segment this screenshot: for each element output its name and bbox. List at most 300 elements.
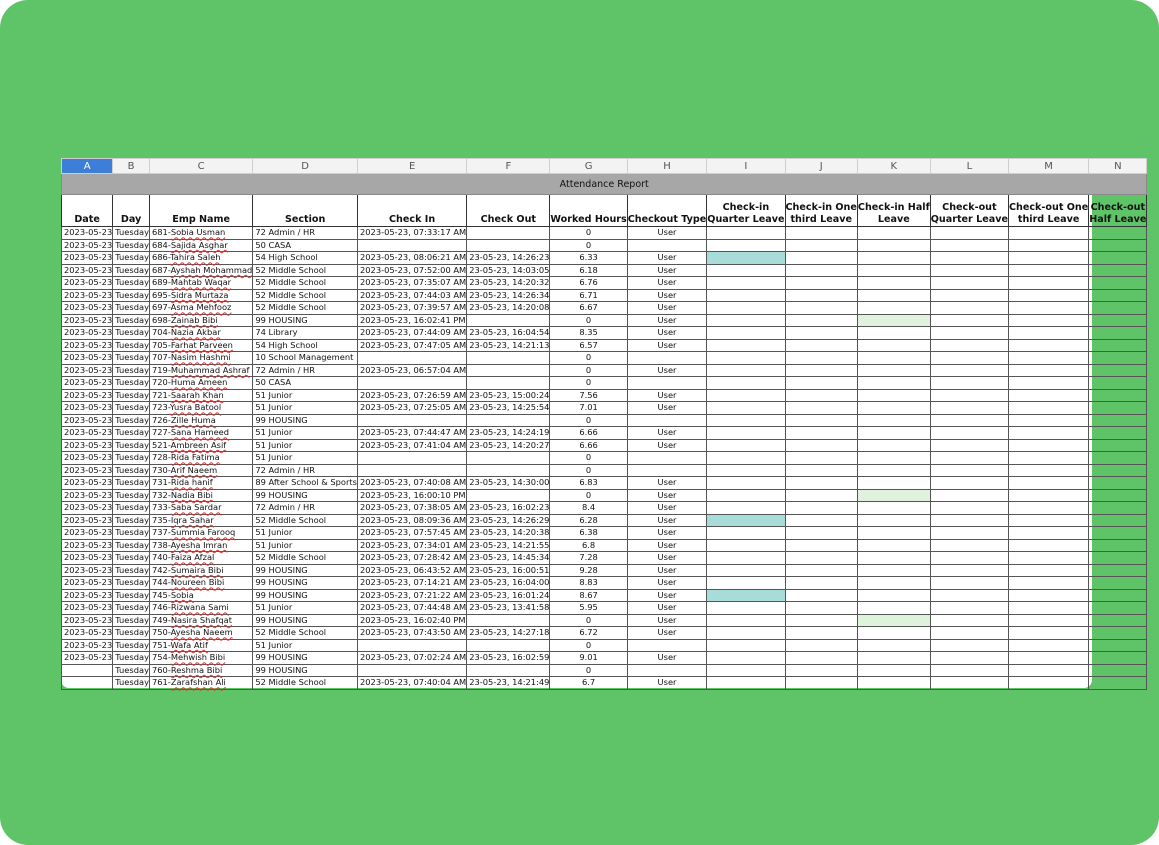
leave-cell[interactable] xyxy=(1008,389,1088,402)
check-out-cell[interactable]: 23-05-23, 14:30:00 xyxy=(467,477,550,490)
leave-cell[interactable] xyxy=(785,277,857,290)
worked-hours-cell[interactable]: 0 xyxy=(550,639,627,652)
leave-cell[interactable] xyxy=(1008,252,1088,265)
leave-cell[interactable] xyxy=(785,414,857,427)
date-cell[interactable]: 2023-05-23 xyxy=(62,577,113,590)
check-in-cell[interactable]: 2023-05-23, 07:44:03 AM xyxy=(357,289,466,302)
leave-cell[interactable] xyxy=(930,664,1008,677)
check-out-cell[interactable]: 23-05-23, 14:45:34 xyxy=(467,552,550,565)
worked-hours-cell[interactable]: 8.4 xyxy=(550,502,627,515)
emp-name-cell[interactable]: 697-Asma Mehfooz xyxy=(149,302,252,315)
worked-hours-cell[interactable]: 6.7 xyxy=(550,677,627,690)
leave-cell[interactable] xyxy=(785,352,857,365)
leave-cell[interactable] xyxy=(1089,502,1147,515)
leave-cell[interactable] xyxy=(707,439,785,452)
leave-cell[interactable] xyxy=(785,402,857,415)
leave-cell[interactable] xyxy=(707,477,785,490)
section-cell[interactable]: 52 Middle School xyxy=(253,289,358,302)
leave-cell[interactable] xyxy=(707,289,785,302)
leave-cell[interactable] xyxy=(930,502,1008,515)
day-cell[interactable]: Tuesday xyxy=(113,264,150,277)
check-out-cell[interactable]: 23-05-23, 14:21:49 xyxy=(467,677,550,690)
section-cell[interactable]: 52 Middle School xyxy=(253,677,358,690)
date-cell[interactable]: 2023-05-23 xyxy=(62,227,113,240)
day-cell[interactable]: Tuesday xyxy=(113,252,150,265)
section-cell[interactable]: 52 Middle School xyxy=(253,277,358,290)
checkout-type-cell[interactable]: User xyxy=(627,389,707,402)
leave-cell[interactable] xyxy=(1008,602,1088,615)
checkout-type-cell[interactable]: User xyxy=(627,302,707,315)
day-cell[interactable]: Tuesday xyxy=(113,639,150,652)
leave-cell[interactable] xyxy=(857,602,930,615)
day-cell[interactable]: Tuesday xyxy=(113,314,150,327)
leave-cell[interactable] xyxy=(785,252,857,265)
check-out-cell[interactable] xyxy=(467,377,550,390)
leave-cell[interactable] xyxy=(1008,314,1088,327)
date-cell[interactable]: 2023-05-23 xyxy=(62,289,113,302)
leave-cell[interactable] xyxy=(1089,539,1147,552)
leave-cell[interactable] xyxy=(707,577,785,590)
leave-cell[interactable] xyxy=(857,302,930,315)
checkout-type-cell[interactable] xyxy=(627,414,707,427)
section-cell[interactable]: 99 HOUSING xyxy=(253,564,358,577)
leave-cell[interactable] xyxy=(857,564,930,577)
leave-cell[interactable] xyxy=(1008,502,1088,515)
column-header-c[interactable]: C xyxy=(149,159,252,174)
leave-cell[interactable] xyxy=(785,677,857,690)
date-cell[interactable]: 2023-05-23 xyxy=(62,427,113,440)
leave-cell[interactable] xyxy=(1089,302,1147,315)
worked-hours-cell[interactable]: 9.28 xyxy=(550,564,627,577)
day-cell[interactable]: Tuesday xyxy=(113,464,150,477)
leave-cell[interactable] xyxy=(785,227,857,240)
check-in-cell[interactable] xyxy=(357,452,466,465)
day-cell[interactable]: Tuesday xyxy=(113,652,150,665)
emp-name-cell[interactable]: 686-Tahira Saleh xyxy=(149,252,252,265)
check-out-cell[interactable]: 23-05-23, 14:25:54 xyxy=(467,402,550,415)
section-cell[interactable]: 89 After School & Sports xyxy=(253,477,358,490)
leave-cell[interactable] xyxy=(707,314,785,327)
check-in-cell[interactable] xyxy=(357,377,466,390)
leave-cell[interactable] xyxy=(930,252,1008,265)
leave-cell[interactable] xyxy=(1008,552,1088,565)
checkout-type-cell[interactable]: User xyxy=(627,227,707,240)
leave-cell[interactable] xyxy=(1008,664,1088,677)
leave-cell[interactable] xyxy=(785,264,857,277)
leave-cell[interactable] xyxy=(1008,427,1088,440)
worked-hours-cell[interactable]: 0 xyxy=(550,489,627,502)
leave-cell[interactable] xyxy=(1008,577,1088,590)
header-cell[interactable]: Section xyxy=(253,195,358,227)
check-in-cell[interactable] xyxy=(357,639,466,652)
leave-cell[interactable] xyxy=(857,652,930,665)
leave-cell[interactable] xyxy=(857,264,930,277)
leave-cell[interactable] xyxy=(707,664,785,677)
leave-cell[interactable] xyxy=(1008,539,1088,552)
check-out-cell[interactable]: 23-05-23, 15:00:24 xyxy=(467,389,550,402)
leave-cell[interactable] xyxy=(1008,614,1088,627)
leave-cell[interactable] xyxy=(1089,402,1147,415)
checkout-type-cell[interactable]: User xyxy=(627,602,707,615)
check-out-cell[interactable] xyxy=(467,364,550,377)
leave-cell[interactable] xyxy=(707,414,785,427)
leave-cell[interactable] xyxy=(707,464,785,477)
leave-cell[interactable] xyxy=(1008,402,1088,415)
emp-name-cell[interactable]: 720-Huma Ameen xyxy=(149,377,252,390)
check-in-cell[interactable]: 2023-05-23, 07:34:01 AM xyxy=(357,539,466,552)
check-in-cell[interactable]: 2023-05-23, 16:00:10 PM xyxy=(357,489,466,502)
day-cell[interactable]: Tuesday xyxy=(113,539,150,552)
date-cell[interactable]: 2023-05-23 xyxy=(62,339,113,352)
leave-cell[interactable] xyxy=(785,327,857,340)
section-cell[interactable]: 99 HOUSING xyxy=(253,614,358,627)
leave-cell[interactable] xyxy=(1089,239,1147,252)
leave-cell[interactable] xyxy=(1008,289,1088,302)
leave-cell[interactable] xyxy=(1089,514,1147,527)
check-in-cell[interactable]: 2023-05-23, 07:47:05 AM xyxy=(357,339,466,352)
section-cell[interactable]: 10 School Management xyxy=(253,352,358,365)
date-cell[interactable]: 2023-05-23 xyxy=(62,627,113,640)
section-cell[interactable]: 51 Junior xyxy=(253,439,358,452)
date-cell[interactable] xyxy=(62,677,113,690)
header-cell[interactable]: Check Out xyxy=(467,195,550,227)
leave-cell[interactable] xyxy=(930,364,1008,377)
leave-cell[interactable] xyxy=(857,452,930,465)
date-cell[interactable]: 2023-05-23 xyxy=(62,652,113,665)
worked-hours-cell[interactable]: 8.67 xyxy=(550,589,627,602)
worked-hours-cell[interactable]: 6.76 xyxy=(550,277,627,290)
check-in-cell[interactable] xyxy=(357,414,466,427)
checkout-type-cell[interactable] xyxy=(627,464,707,477)
leave-cell[interactable] xyxy=(1008,277,1088,290)
day-cell[interactable]: Tuesday xyxy=(113,339,150,352)
emp-name-cell[interactable]: 698-Zainab Bibi xyxy=(149,314,252,327)
leave-cell[interactable] xyxy=(1008,339,1088,352)
leave-cell[interactable] xyxy=(1008,239,1088,252)
check-in-cell[interactable]: 2023-05-23, 07:40:08 AM xyxy=(357,477,466,490)
emp-name-cell[interactable]: 750-Ayesha Naeem xyxy=(149,627,252,640)
date-cell[interactable] xyxy=(62,664,113,677)
leave-cell[interactable] xyxy=(1008,627,1088,640)
day-cell[interactable]: Tuesday xyxy=(113,277,150,290)
leave-cell[interactable] xyxy=(785,614,857,627)
leave-cell[interactable] xyxy=(707,427,785,440)
check-out-cell[interactable]: 23-05-23, 14:27:18 xyxy=(467,627,550,640)
section-cell[interactable]: 52 Middle School xyxy=(253,552,358,565)
leave-cell[interactable] xyxy=(1089,677,1147,690)
leave-cell[interactable] xyxy=(1008,377,1088,390)
column-header-e[interactable]: E xyxy=(357,159,466,174)
checkout-type-cell[interactable]: User xyxy=(627,439,707,452)
header-cell[interactable]: Emp Name xyxy=(149,195,252,227)
leave-cell[interactable] xyxy=(785,552,857,565)
leave-cell[interactable] xyxy=(707,602,785,615)
leave-cell[interactable] xyxy=(930,639,1008,652)
leave-cell[interactable] xyxy=(1008,464,1088,477)
worked-hours-cell[interactable]: 6.67 xyxy=(550,302,627,315)
section-cell[interactable]: 51 Junior xyxy=(253,539,358,552)
date-cell[interactable]: 2023-05-23 xyxy=(62,302,113,315)
leave-cell[interactable] xyxy=(785,389,857,402)
leave-cell[interactable] xyxy=(930,489,1008,502)
section-cell[interactable]: 52 Middle School xyxy=(253,302,358,315)
check-in-cell[interactable]: 2023-05-23, 07:44:09 AM xyxy=(357,327,466,340)
day-cell[interactable]: Tuesday xyxy=(113,377,150,390)
section-cell[interactable]: 51 Junior xyxy=(253,602,358,615)
leave-cell[interactable] xyxy=(930,577,1008,590)
leave-cell[interactable] xyxy=(785,502,857,515)
leave-cell[interactable] xyxy=(707,227,785,240)
section-cell[interactable]: 51 Junior xyxy=(253,427,358,440)
checkout-type-cell[interactable]: User xyxy=(627,264,707,277)
leave-cell[interactable] xyxy=(707,239,785,252)
leave-cell[interactable] xyxy=(1008,564,1088,577)
check-out-cell[interactable] xyxy=(467,464,550,477)
date-cell[interactable]: 2023-05-23 xyxy=(62,602,113,615)
check-in-cell[interactable]: 2023-05-23, 08:06:21 AM xyxy=(357,252,466,265)
worked-hours-cell[interactable]: 0 xyxy=(550,464,627,477)
leave-cell[interactable] xyxy=(785,664,857,677)
worked-hours-cell[interactable]: 6.28 xyxy=(550,514,627,527)
header-cell[interactable]: Date xyxy=(62,195,113,227)
worked-hours-cell[interactable]: 0 xyxy=(550,614,627,627)
check-in-cell[interactable] xyxy=(357,464,466,477)
worked-hours-cell[interactable]: 6.57 xyxy=(550,339,627,352)
leave-cell[interactable] xyxy=(1089,489,1147,502)
leave-cell[interactable] xyxy=(857,614,930,627)
checkout-type-cell[interactable]: User xyxy=(627,589,707,602)
checkout-type-cell[interactable]: User xyxy=(627,677,707,690)
check-in-cell[interactable]: 2023-05-23, 16:02:40 PM xyxy=(357,614,466,627)
leave-cell[interactable] xyxy=(1089,577,1147,590)
section-cell[interactable]: 54 High School xyxy=(253,252,358,265)
check-in-cell[interactable]: 2023-05-23, 07:40:04 AM xyxy=(357,677,466,690)
checkout-type-cell[interactable]: User xyxy=(627,427,707,440)
leave-cell[interactable] xyxy=(1008,514,1088,527)
column-header-b[interactable]: B xyxy=(113,159,150,174)
column-header-i[interactable]: I xyxy=(707,159,785,174)
day-cell[interactable]: Tuesday xyxy=(113,452,150,465)
worked-hours-cell[interactable]: 6.71 xyxy=(550,289,627,302)
check-out-cell[interactable]: 23-05-23, 16:04:54 xyxy=(467,327,550,340)
check-in-cell[interactable]: 2023-05-23, 07:25:05 AM xyxy=(357,402,466,415)
check-in-cell[interactable]: 2023-05-23, 07:28:42 AM xyxy=(357,552,466,565)
worked-hours-cell[interactable]: 7.28 xyxy=(550,552,627,565)
leave-cell[interactable] xyxy=(930,627,1008,640)
check-out-cell[interactable] xyxy=(467,239,550,252)
date-cell[interactable]: 2023-05-23 xyxy=(62,277,113,290)
day-cell[interactable]: Tuesday xyxy=(113,527,150,540)
check-out-cell[interactable]: 23-05-23, 14:20:38 xyxy=(467,527,550,540)
section-cell[interactable]: 74 Library xyxy=(253,327,358,340)
check-in-cell[interactable]: 2023-05-23, 07:35:07 AM xyxy=(357,277,466,290)
leave-cell[interactable] xyxy=(857,314,930,327)
leave-cell[interactable] xyxy=(707,677,785,690)
day-cell[interactable]: Tuesday xyxy=(113,439,150,452)
checkout-type-cell[interactable]: User xyxy=(627,339,707,352)
check-out-cell[interactable]: 23-05-23, 14:26:23 xyxy=(467,252,550,265)
leave-cell[interactable] xyxy=(1089,314,1147,327)
day-cell[interactable]: Tuesday xyxy=(113,564,150,577)
header-cell[interactable]: Check In xyxy=(357,195,466,227)
date-cell[interactable]: 2023-05-23 xyxy=(62,639,113,652)
date-cell[interactable]: 2023-05-23 xyxy=(62,502,113,515)
checkout-type-cell[interactable]: User xyxy=(627,552,707,565)
section-cell[interactable]: 72 Admin / HR xyxy=(253,227,358,240)
date-cell[interactable]: 2023-05-23 xyxy=(62,614,113,627)
section-cell[interactable]: 54 High School xyxy=(253,339,358,352)
leave-cell[interactable] xyxy=(707,552,785,565)
emp-name-cell[interactable]: 738-Ayesha Imran xyxy=(149,539,252,552)
leave-cell[interactable] xyxy=(1089,252,1147,265)
leave-cell[interactable] xyxy=(785,514,857,527)
leave-cell[interactable] xyxy=(1008,414,1088,427)
leave-cell[interactable] xyxy=(857,464,930,477)
checkout-type-cell[interactable]: User xyxy=(627,502,707,515)
emp-name-cell[interactable]: 761-Zarafshan Ali xyxy=(149,677,252,690)
leave-cell[interactable] xyxy=(857,439,930,452)
check-in-cell[interactable]: 2023-05-23, 07:39:57 AM xyxy=(357,302,466,315)
date-cell[interactable]: 2023-05-23 xyxy=(62,352,113,365)
leave-cell[interactable] xyxy=(857,427,930,440)
checkout-type-cell[interactable]: User xyxy=(627,627,707,640)
leave-cell[interactable] xyxy=(707,377,785,390)
checkout-type-cell[interactable]: User xyxy=(627,514,707,527)
check-in-cell[interactable]: 2023-05-23, 06:43:52 AM xyxy=(357,564,466,577)
section-cell[interactable]: 51 Junior xyxy=(253,639,358,652)
header-cell[interactable]: Check-in Quarter Leave xyxy=(707,195,785,227)
leave-cell[interactable] xyxy=(857,577,930,590)
leave-cell[interactable] xyxy=(707,264,785,277)
checkout-type-cell[interactable] xyxy=(627,664,707,677)
leave-cell[interactable] xyxy=(857,352,930,365)
check-out-cell[interactable] xyxy=(467,352,550,365)
column-header-a[interactable]: A xyxy=(62,159,113,174)
leave-cell[interactable] xyxy=(785,377,857,390)
leave-cell[interactable] xyxy=(785,464,857,477)
leave-cell[interactable] xyxy=(707,627,785,640)
leave-cell[interactable] xyxy=(930,514,1008,527)
leave-cell[interactable] xyxy=(857,477,930,490)
leave-cell[interactable] xyxy=(1089,289,1147,302)
leave-cell[interactable] xyxy=(785,364,857,377)
check-out-cell[interactable]: 23-05-23, 16:02:59 xyxy=(467,652,550,665)
checkout-type-cell[interactable]: User xyxy=(627,277,707,290)
leave-cell[interactable] xyxy=(857,664,930,677)
check-in-cell[interactable]: 2023-05-23, 07:02:24 AM xyxy=(357,652,466,665)
header-cell[interactable]: Check-in Half Leave xyxy=(857,195,930,227)
leave-cell[interactable] xyxy=(930,277,1008,290)
column-header-j[interactable]: J xyxy=(785,159,857,174)
worked-hours-cell[interactable]: 0 xyxy=(550,352,627,365)
section-cell[interactable]: 51 Junior xyxy=(253,389,358,402)
leave-cell[interactable] xyxy=(930,589,1008,602)
emp-name-cell[interactable]: 751-Wafa Atif xyxy=(149,639,252,652)
check-out-cell[interactable] xyxy=(467,314,550,327)
check-in-cell[interactable]: 2023-05-23, 07:44:48 AM xyxy=(357,602,466,615)
date-cell[interactable]: 2023-05-23 xyxy=(62,239,113,252)
date-cell[interactable]: 2023-05-23 xyxy=(62,489,113,502)
section-cell[interactable]: 99 HOUSING xyxy=(253,577,358,590)
check-out-cell[interactable]: 23-05-23, 14:21:55 xyxy=(467,539,550,552)
check-out-cell[interactable] xyxy=(467,227,550,240)
checkout-type-cell[interactable]: User xyxy=(627,564,707,577)
date-cell[interactable]: 2023-05-23 xyxy=(62,527,113,540)
leave-cell[interactable] xyxy=(1089,414,1147,427)
day-cell[interactable]: Tuesday xyxy=(113,327,150,340)
date-cell[interactable]: 2023-05-23 xyxy=(62,539,113,552)
header-cell[interactable]: Check-out One third Leave xyxy=(1008,195,1088,227)
column-header-k[interactable]: K xyxy=(857,159,930,174)
emp-name-cell[interactable]: 707-Nasim Hashmi xyxy=(149,352,252,365)
day-cell[interactable]: Tuesday xyxy=(113,502,150,515)
leave-cell[interactable] xyxy=(857,364,930,377)
leave-cell[interactable] xyxy=(857,527,930,540)
emp-name-cell[interactable]: 726-Zille Huma xyxy=(149,414,252,427)
leave-cell[interactable] xyxy=(707,564,785,577)
worked-hours-cell[interactable]: 0 xyxy=(550,364,627,377)
leave-cell[interactable] xyxy=(707,452,785,465)
leave-cell[interactable] xyxy=(785,339,857,352)
leave-cell[interactable] xyxy=(1089,477,1147,490)
leave-cell[interactable] xyxy=(930,439,1008,452)
leave-cell[interactable] xyxy=(930,677,1008,690)
leave-cell[interactable] xyxy=(707,502,785,515)
day-cell[interactable]: Tuesday xyxy=(113,577,150,590)
check-in-cell[interactable]: 2023-05-23, 07:44:47 AM xyxy=(357,427,466,440)
section-cell[interactable]: 52 Middle School xyxy=(253,264,358,277)
check-out-cell[interactable] xyxy=(467,664,550,677)
column-header-n[interactable]: N xyxy=(1089,159,1147,174)
check-in-cell[interactable] xyxy=(357,664,466,677)
worked-hours-cell[interactable]: 6.72 xyxy=(550,627,627,640)
check-out-cell[interactable] xyxy=(467,414,550,427)
emp-name-cell[interactable]: 733-Saba Sardar xyxy=(149,502,252,515)
emp-name-cell[interactable]: 749-Nasira Shafqat xyxy=(149,614,252,627)
check-out-cell[interactable]: 23-05-23, 14:03:05 xyxy=(467,264,550,277)
emp-name-cell[interactable]: 705-Farhat Parveen xyxy=(149,339,252,352)
check-out-cell[interactable]: 23-05-23, 14:21:13 xyxy=(467,339,550,352)
header-cell[interactable]: Checkout Type xyxy=(627,195,707,227)
worked-hours-cell[interactable]: 6.66 xyxy=(550,439,627,452)
column-header-l[interactable]: L xyxy=(930,159,1008,174)
leave-cell[interactable] xyxy=(1008,489,1088,502)
worked-hours-cell[interactable]: 0 xyxy=(550,377,627,390)
leave-cell[interactable] xyxy=(857,639,930,652)
date-cell[interactable]: 2023-05-23 xyxy=(62,414,113,427)
check-in-cell[interactable]: 2023-05-23, 07:41:04 AM xyxy=(357,439,466,452)
leave-cell[interactable] xyxy=(707,614,785,627)
date-cell[interactable]: 2023-05-23 xyxy=(62,364,113,377)
leave-cell[interactable] xyxy=(1089,664,1147,677)
emp-name-cell[interactable]: 687-Ayshah Mohammad xyxy=(149,264,252,277)
worked-hours-cell[interactable]: 6.33 xyxy=(550,252,627,265)
checkout-type-cell[interactable]: User xyxy=(627,489,707,502)
section-cell[interactable]: 72 Admin / HR xyxy=(253,502,358,515)
emp-name-cell[interactable]: 732-Nadia Bibi xyxy=(149,489,252,502)
leave-cell[interactable] xyxy=(1089,589,1147,602)
leave-cell[interactable] xyxy=(1089,264,1147,277)
leave-cell[interactable] xyxy=(1089,339,1147,352)
check-in-cell[interactable]: 2023-05-23, 07:26:59 AM xyxy=(357,389,466,402)
section-cell[interactable]: 50 CASA xyxy=(253,377,358,390)
leave-cell[interactable] xyxy=(857,489,930,502)
section-cell[interactable]: 52 Middle School xyxy=(253,627,358,640)
header-cell[interactable]: Check-out Quarter Leave xyxy=(930,195,1008,227)
leave-cell[interactable] xyxy=(785,439,857,452)
leave-cell[interactable] xyxy=(1089,277,1147,290)
date-cell[interactable]: 2023-05-23 xyxy=(62,452,113,465)
